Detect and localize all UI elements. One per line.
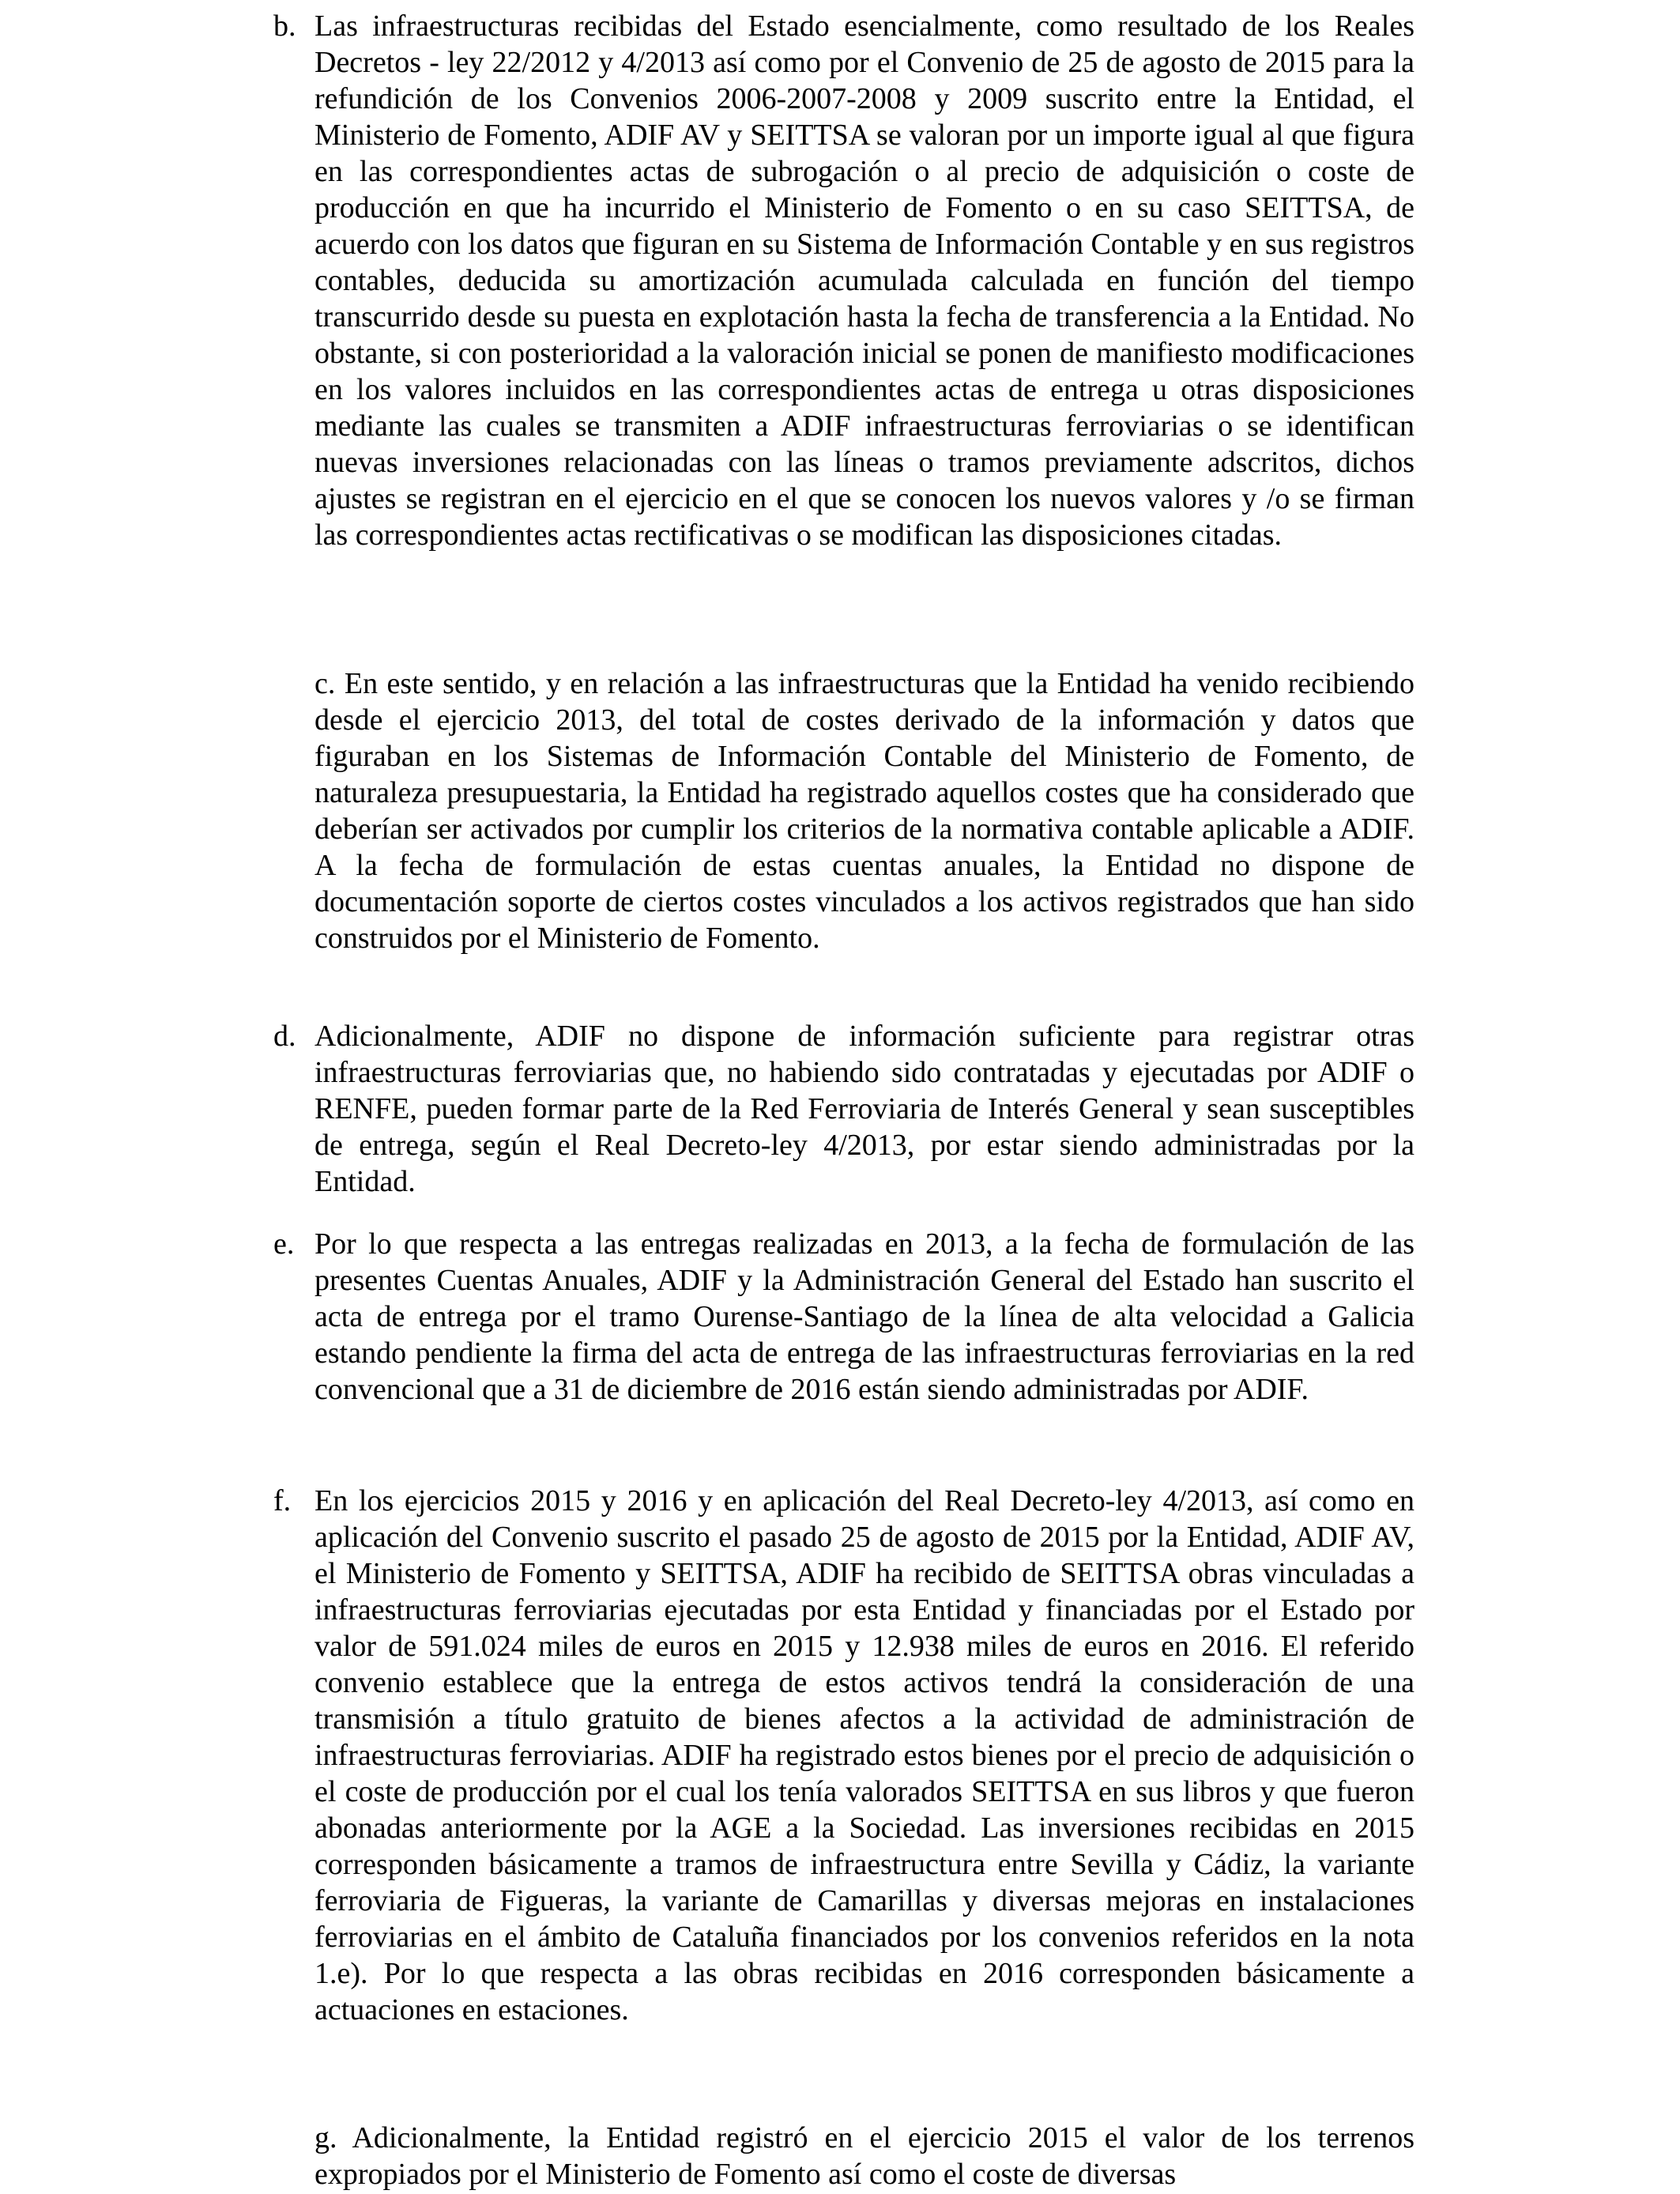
list-item-e <box>273 1226 1414 1408</box>
paragraph-text: En los ejercicios 2015 y 2016 y en aplicación del Real Decreto-ley 4/2013, así como en aplicación del Convenio suscrito el pasado 25 de agosto de 2015 por la Entidad, ADIF AV, el Ministerio de Fomento y SEITTSA, ADIF ha recibido de SEITTSA obras vinculadas a infraestructuras ferroviarias ejecutadas por esta Entidad y financiadas por el Estado por valor de 591.024 miles de euros en 2015 y 12.938 miles de euros en 2016. El referido convenio establece que la entrega de estos activos tendrá la consideración de una transmisión a título gratuito de bienes afectos a la actividad de administración de infraestructuras ferroviarias. ADIF ha registrado estos bienes por el precio de adquisición o el coste de producción por el cual los tenía valorados SEITTSA en sus libros y que fueron abonadas anteriormente por la AGE a la Sociedad. Las inversiones recibidas en 2015 corresponden básicamente a tramos de infraestructura entre Sevilla y Cádiz, la variante ferroviaria de Figueras, la variante de Camarillas y diversas mejoras en instalaciones ferroviarias en el ámbito de Cataluña financiados por los convenios referidos en la nota 1.e). Por lo que respecta a las obras recibidas en 2016 corresponden básicamente a actuaciones en estaciones. <box>315 1484 1414 2026</box>
list-item-g <box>315 2120 1414 2192</box>
list-item-c <box>315 665 1414 956</box>
paragraph-text <box>315 2120 1414 2192</box>
list-item-f <box>273 1483 1414 2028</box>
list-item-b <box>273 8 1414 553</box>
list-marker: b. <box>273 9 296 43</box>
list-marker: d. <box>273 1020 296 1053</box>
paragraph-text: Las infraestructuras recibidas del Estado esencialmente, como resultado de los Reales Decretos - ley 22/2012 y 4/2013 así como por el Convenio de 25 de agosto de 2015 para la refundición de los Convenios 2006-2007-2008 y 2009 suscrito entre la Entidad, el Ministerio de Fomento, ADIF AV y SEITTSA se valoran por un importe igual al que figura en las correspondientes actas de subrogación o al precio de adquisición o coste de producción en que ha incurrido el Ministerio de Fomento o en su caso SEITTSA, de acuerdo con los datos que figuran en su Sistema de Información Contable y en sus registros contables, deducida su amortización acumulada calculada en función del tiempo transcurrido desde su puesta en explotación hasta la fecha de transferencia a la Entidad. No obstante, si con posterioridad a la valoración inicial se ponen de manifiesto modificaciones en los valores incluidos en las correspondientes actas de entrega u otras disposiciones mediante las cuales se transmiten a ADIF infraestructuras ferroviarias o se identifican nuevas inversiones relacionadas con las líneas o tramos previamente adscritos, dichos ajustes se registran en el ejercicio en el que se conocen los nuevos valores y /o se firman las correspondientes actas rectificativas o se modifican las disposiciones citadas. <box>315 9 1414 552</box>
list-marker: c. <box>315 667 336 700</box>
list-item-d <box>273 1018 1414 1200</box>
paragraph-text: Por lo que respecta a las entregas realizadas en 2013, a la fecha de formulación de las presentes Cuentas Anuales, ADIF y la Administración General del Estado han suscrito el acta de entrega por el tramo Ourense-Santiago de la línea de alta velocidad a Galicia estando pendiente la firma del acta de entrega de las infraestructuras ferroviarias en la red convencional que a 31 de diciembre de 2016 están siendo administradas por ADIF. <box>315 1227 1414 1406</box>
list-marker: e. <box>273 1227 295 1261</box>
list-marker: f. <box>273 1484 292 1517</box>
paragraph-text: Adicionalmente, ADIF no dispone de información suficiente para registrar otras infraestructuras ferroviarias que, no habiendo sido contratadas y ejecutadas por ADIF o RENFE, pueden formar parte de la Red Ferroviaria de Interés General y sean susceptibles de entrega, según el Real Decreto-ley 4/2013, por estar siendo administradas por la Entidad. <box>315 1020 1414 1198</box>
list-marker: g. <box>315 2121 337 2154</box>
paragraph-text <box>315 665 1414 956</box>
paragraph-content: En este sentido, y en relación a las infraestructuras que la Entidad ha venido recibiendo desde el ejercicio 2013, del total de costes derivado de la información y datos que figuraban en los Sistemas de Información Contable del Ministerio de Fomento, de naturaleza presupuestaria, la Entidad ha registrado aquellos costes que ha considerado que deberían ser activados por cumplir los criterios de la normativa contable aplicable a ADIF. A la fecha de formulación de estas cuentas anuales, la Entidad no dispone de documentación soporte de ciertos costes vinculados a los activos registrados que han sido construidos por el Ministerio de Fomento. <box>315 667 1414 955</box>
paragraph-content: Adicionalmente, la Entidad registró en el ejercicio 2015 el valor de los terrenos expropiados por el Ministerio de Fomento así como el coste de diversas <box>315 2121 1415 2191</box>
